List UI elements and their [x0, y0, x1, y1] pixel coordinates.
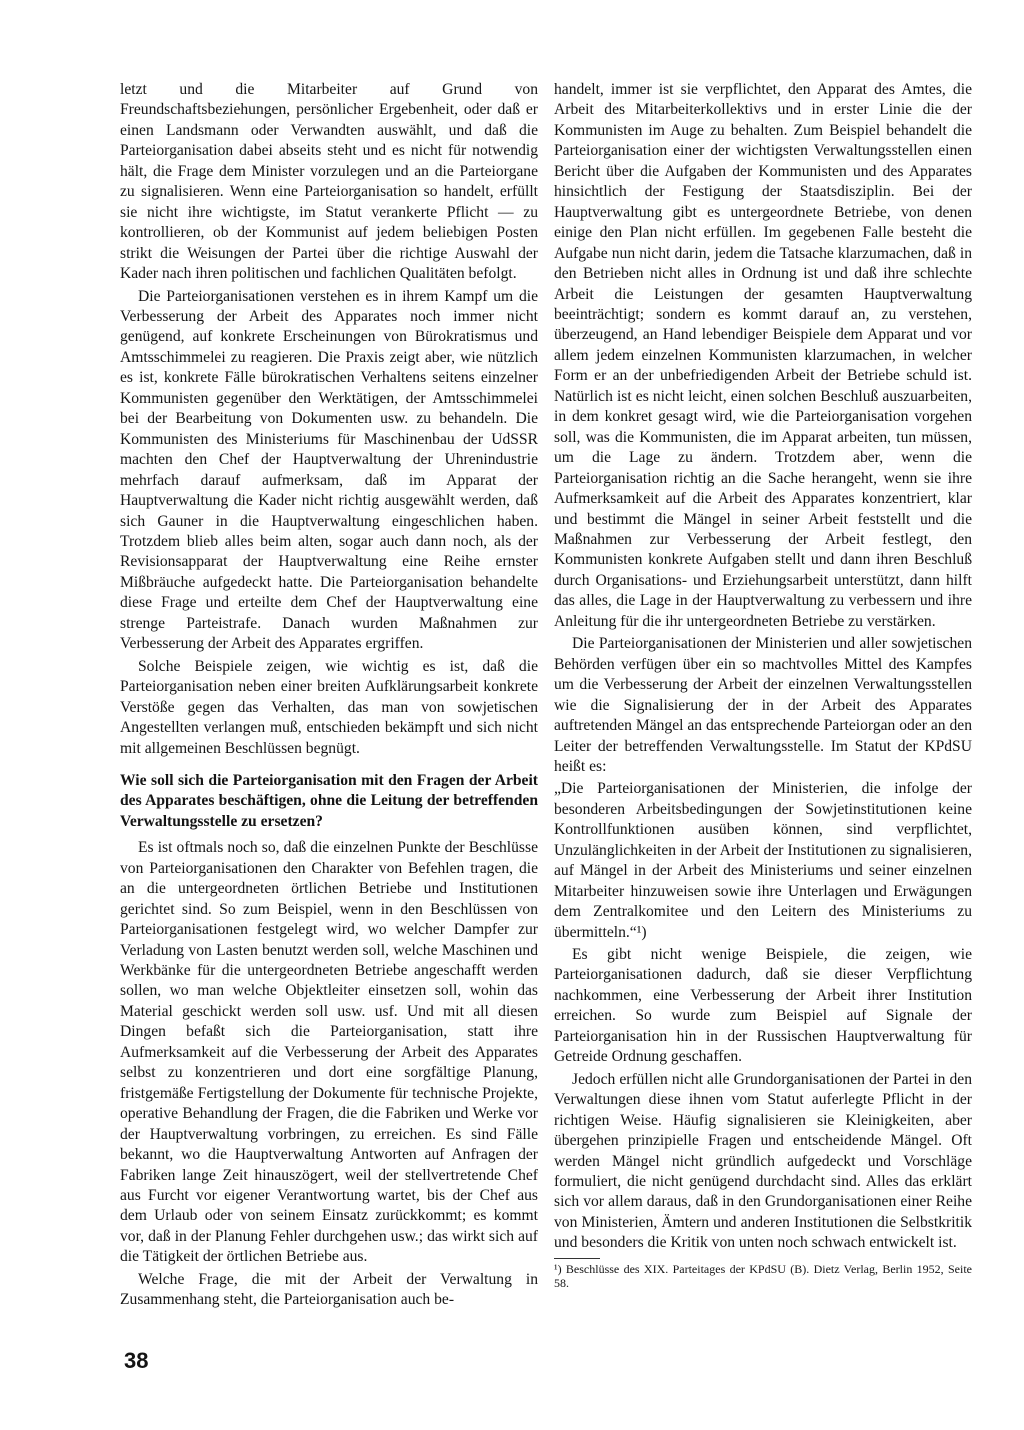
paragraph: Solche Beispiele zeigen, wie wichtig es ist, daß die Parteiorganisation neben einer breiten Aufklärungsarbeit konkrete Verstöße gegen das Verhalten, das man von sowjetischen Angestellten verlangen muß, entschieden bekämpft und sich nicht mit allgemeinen Beschlüssen begnügt. [120, 657, 538, 757]
paragraph: handelt, immer ist sie verpflichtet, den Apparat des Amtes, die Arbeit des Mitarbeiterkollektivs und in erster Linie die der Kommunisten im Auge zu behalten. Zum Beispiel behandelt die Parteiorganisation einer der wichtigsten Verwaltungsstellen einen Bericht über die Aufgaben der Kommunisten und des Apparates hinsichtlich der Festigung der Staatsdisziplin. Bei der Hauptverwaltung gibt es untergeordnete Betriebe, von denen einige den Plan nicht erfüllen. Im gegebenen Falle besteht die Aufgabe nun nicht darin, jedem die Tatsache klarzumachen, daß in den Betrieben nicht alles in Ordnung ist und daß ihre schlechte Arbeit die Leistungen der gesamten Hauptverwaltung beeinträchtigt; sondern es kommt darauf an, zu verstehen, überzeugend, an Hand lebendiger Beispiele dem Apparat und vor allem jedem einzelnen Kommunisten klarzumachen, in welcher Form er an der unbefriedigenden Arbeit der Betriebe schuld ist. Natürlich ist es nicht leicht, einen solchen Beschluß auszuarbeiten, in dem konkret gesagt wird, wie die Parteiorganisation vorgehen soll, was die Kommunisten, die im Apparat arbeiten, tun müssen, um die Lage zu ändern. Trotzdem aber, wenn die Parteiorganisation richtig an die Sache herangeht, wenn sie ihre Aufmerksamkeit auf die Arbeit des Apparates konzentriert, klar und bestimmt die Mängel in seiner Arbeit feststellt und die Maßnahmen zur Verbesserung der Arbeit festlegt, den Kommunisten konkrete Aufgaben stellt und dann ihren Beschluß durch Organisations- und Erziehungsarbeit unterstützt, dann hilft das alles, die Lage in der Hauptverwaltung zu verbessern und ihre Anleitung für die ihr untergeordneten Betriebe zu verstärken. [554, 81, 972, 630]
footnote: ¹) Beschlüsse des XIX. Parteitages der KPdSU (B). Dietz Verlag, Berlin 1952, Seite 58. [554, 1261, 972, 1290]
left-column [120, 80, 538, 1311]
statute-quote: „Die Parteiorganisationen der Ministerien, die infolge der besonderen Arbeitsbedingungen der Sowjetinstitutionen keine Kontrollfunktionen ausüben können, sind verpflichtet, Unzulänglichkeiten in der Arbeit der Institutionen zu signalisieren, auf Mängel in der Arbeit des Ministeriums und seiner einzelnen Mitarbeiter hinzuweisen sowie ihre Unterlagen und Erwägungen dem Zentralkomitee und den Leitern des Ministeriums zu übermitteln.“¹) [554, 780, 972, 941]
paragraph: Die Parteiorganisationen der Ministerien und aller sowjetischen Behörden verfügen über ein so machtvolles Mittel des Kampfes um die Verbesserung der Arbeit der einzelnen Verwaltungsstellen wie die Signalisierung der in der Arbeit des Apparates auftretenden Mängel an das entsprechende Parteiorgan oder an den Leiter der betreffenden Verwaltungsstelle. Im Statut der KPdSU heißt es: [554, 635, 972, 775]
section-heading: Wie soll sich die Parteiorganisation mit den Fragen der Arbeit des Apparates beschäftigen, ohne die Leitung der betreffenden Verwaltungsstelle zu ersetzen? [120, 771, 538, 830]
paragraph: Welche Frage, die mit der Arbeit der Verwaltung in Zusammenhang steht, die Parteiorganisation auch be- [120, 1270, 538, 1309]
paragraph: Es gibt nicht wenige Beispiele, die zeigen, wie Parteiorganisationen dadurch, daß sie dieser Verpflichtung nachkommen, eine Verbesserung der Arbeit ihrer Institution erreichen. So wurde zum Beispiel auf Signale der Parteiorganisation hin in der Russischen Hauptverwaltung für Getreide Ordnung geschaffen. [554, 946, 972, 1066]
paragraph: Jedoch erfüllen nicht alle Grundorganisationen der Partei in den Verwaltungen diese ihnen vom Statut auferlegte Pflicht in der richtigen Weise. Häufig signalisieren sie Kleinigkeiten, aber übergehen prinzipielle Fragen und entscheidende Mängel. Oft werden Mängel nicht gründlich aufgedeckt und Vorschläge formuliert, die nicht genügend durchdacht sind. Alles das erklärt sich vor allem daraus, daß in den Grundorganisationen einer Reihe von Ministerien, Ämtern und anderen Institutionen die Selbstkritik und besonders die Kritik von unten noch schwach entwickelt ist. [554, 1070, 972, 1252]
page-number: 38 [124, 1348, 149, 1373]
paragraph: Es ist oftmals noch so, daß die einzelnen Punkte der Beschlüsse von Parteiorganisationen den Charakter von Befehlen tragen, die an die untergeordneten örtlichen Betriebe und Institutionen gerichtet sind. So zum Beispiel, wenn in den Beschlüssen von Parteiorganisationen festgelegt wird, wo welcher Dampfer zur Verladung von Lasten benutzt werden soll, welche Maschinen und Werkbänke für die untergeordneten Betriebe angeschafft werden sollen, wo man welche Objektleiter einsetzen soll, wohin das Material geschickt werden soll usw. usf. Und mit all diesen Dingen befaßt sich die Parteiorganisation, statt ihre Aufmerksamkeit auf die Verbesserung der Arbeit des Apparates selbst zu konzentrieren und dort eine sorgfältige Planung, fristgemäße Fertigstellung der Dokumente für technische Projekte, operative Behandlung der Fragen, die die Fabriken und Werke vor der Hauptverwaltung vorbringen, zu erreichen. Es sind Fälle bekannt, wo die Hauptverwaltung Antworten auf Anfragen der Fabriken lange Zeit hinauszögert, weil der stellvertretende Chef aus Furcht vor eigener Verantwortung wartet, bis der Chef aus dem Urlaub oder von seinem Einsatz zurückkommt; es kommt vor, daß in der Planung Fehler durchgehen usw.; das wirkt sich auf die Tätigkeit der örtlichen Betriebe aus. [120, 839, 538, 1266]
right-column [554, 80, 972, 1290]
paragraph: letzt und die Mitarbeiter auf Grund von Freundschaftsbeziehungen, persönlicher Ergebenheit, oder daß er einen Landsmann oder Verwandten auswählt, und daß die Parteiorganisation dabei abseits steht und es nicht für notwendig hält, die Frage dem Minister vorzulegen und an die Parteiorgane zu signalisieren. Wenn eine Parteiorganisation so handelt, erfüllt sie nicht ihre wichtigste, im Statut verankerte Pflicht — zu kontrollieren, ob der Kommunist auf jedem beliebigen Posten strikt die Weisungen der Partei über die richtige Auswahl der Kader nach ihren politischen und fachlichen Qualitäten befolgt. [120, 81, 538, 283]
footnote-divider [554, 1258, 600, 1259]
paragraph: Die Parteiorganisationen verstehen es in ihrem Kampf um die Verbesserung der Arbeit des Apparates noch immer nicht genügend, auf konkrete Erscheinungen von Bürokratismus und Amtsschimmelei zu reagieren. Die Praxis zeigt aber, wie nützlich es ist, konkrete Fälle bürokratischen Verhaltens seitens einzelner Kommunisten gegenüber den Werktätigen, der Amtsschimmelei bei der Bearbeitung von Dokumenten usw. zu behandeln. Die Kommunisten des Ministeriums für Maschinenbau der UdSSR machten den Chef der Hauptverwaltung der Uhrenindustrie mehrfach darauf aufmerksam, daß im Apparat der Hauptverwaltung die Kader nicht richtig ausgewählt werden, daß sich Gauner in die Hauptverwaltung eingeschlichen haben. Trotzdem blieb alles beim alten, sogar auch dann noch, als der Revisionsapparat der Hauptverwaltung eine Reihe ernster Mißbräuche aufgedeckt hatte. Die Parteiorganisation behandelte diese Frage und erteilte dem Chef der Hauptverwaltung eine strenge Parteistrafe. Danach wurden Maßnahmen zur Verbesserung der Arbeit des Apparates ergriffen. [120, 287, 538, 653]
